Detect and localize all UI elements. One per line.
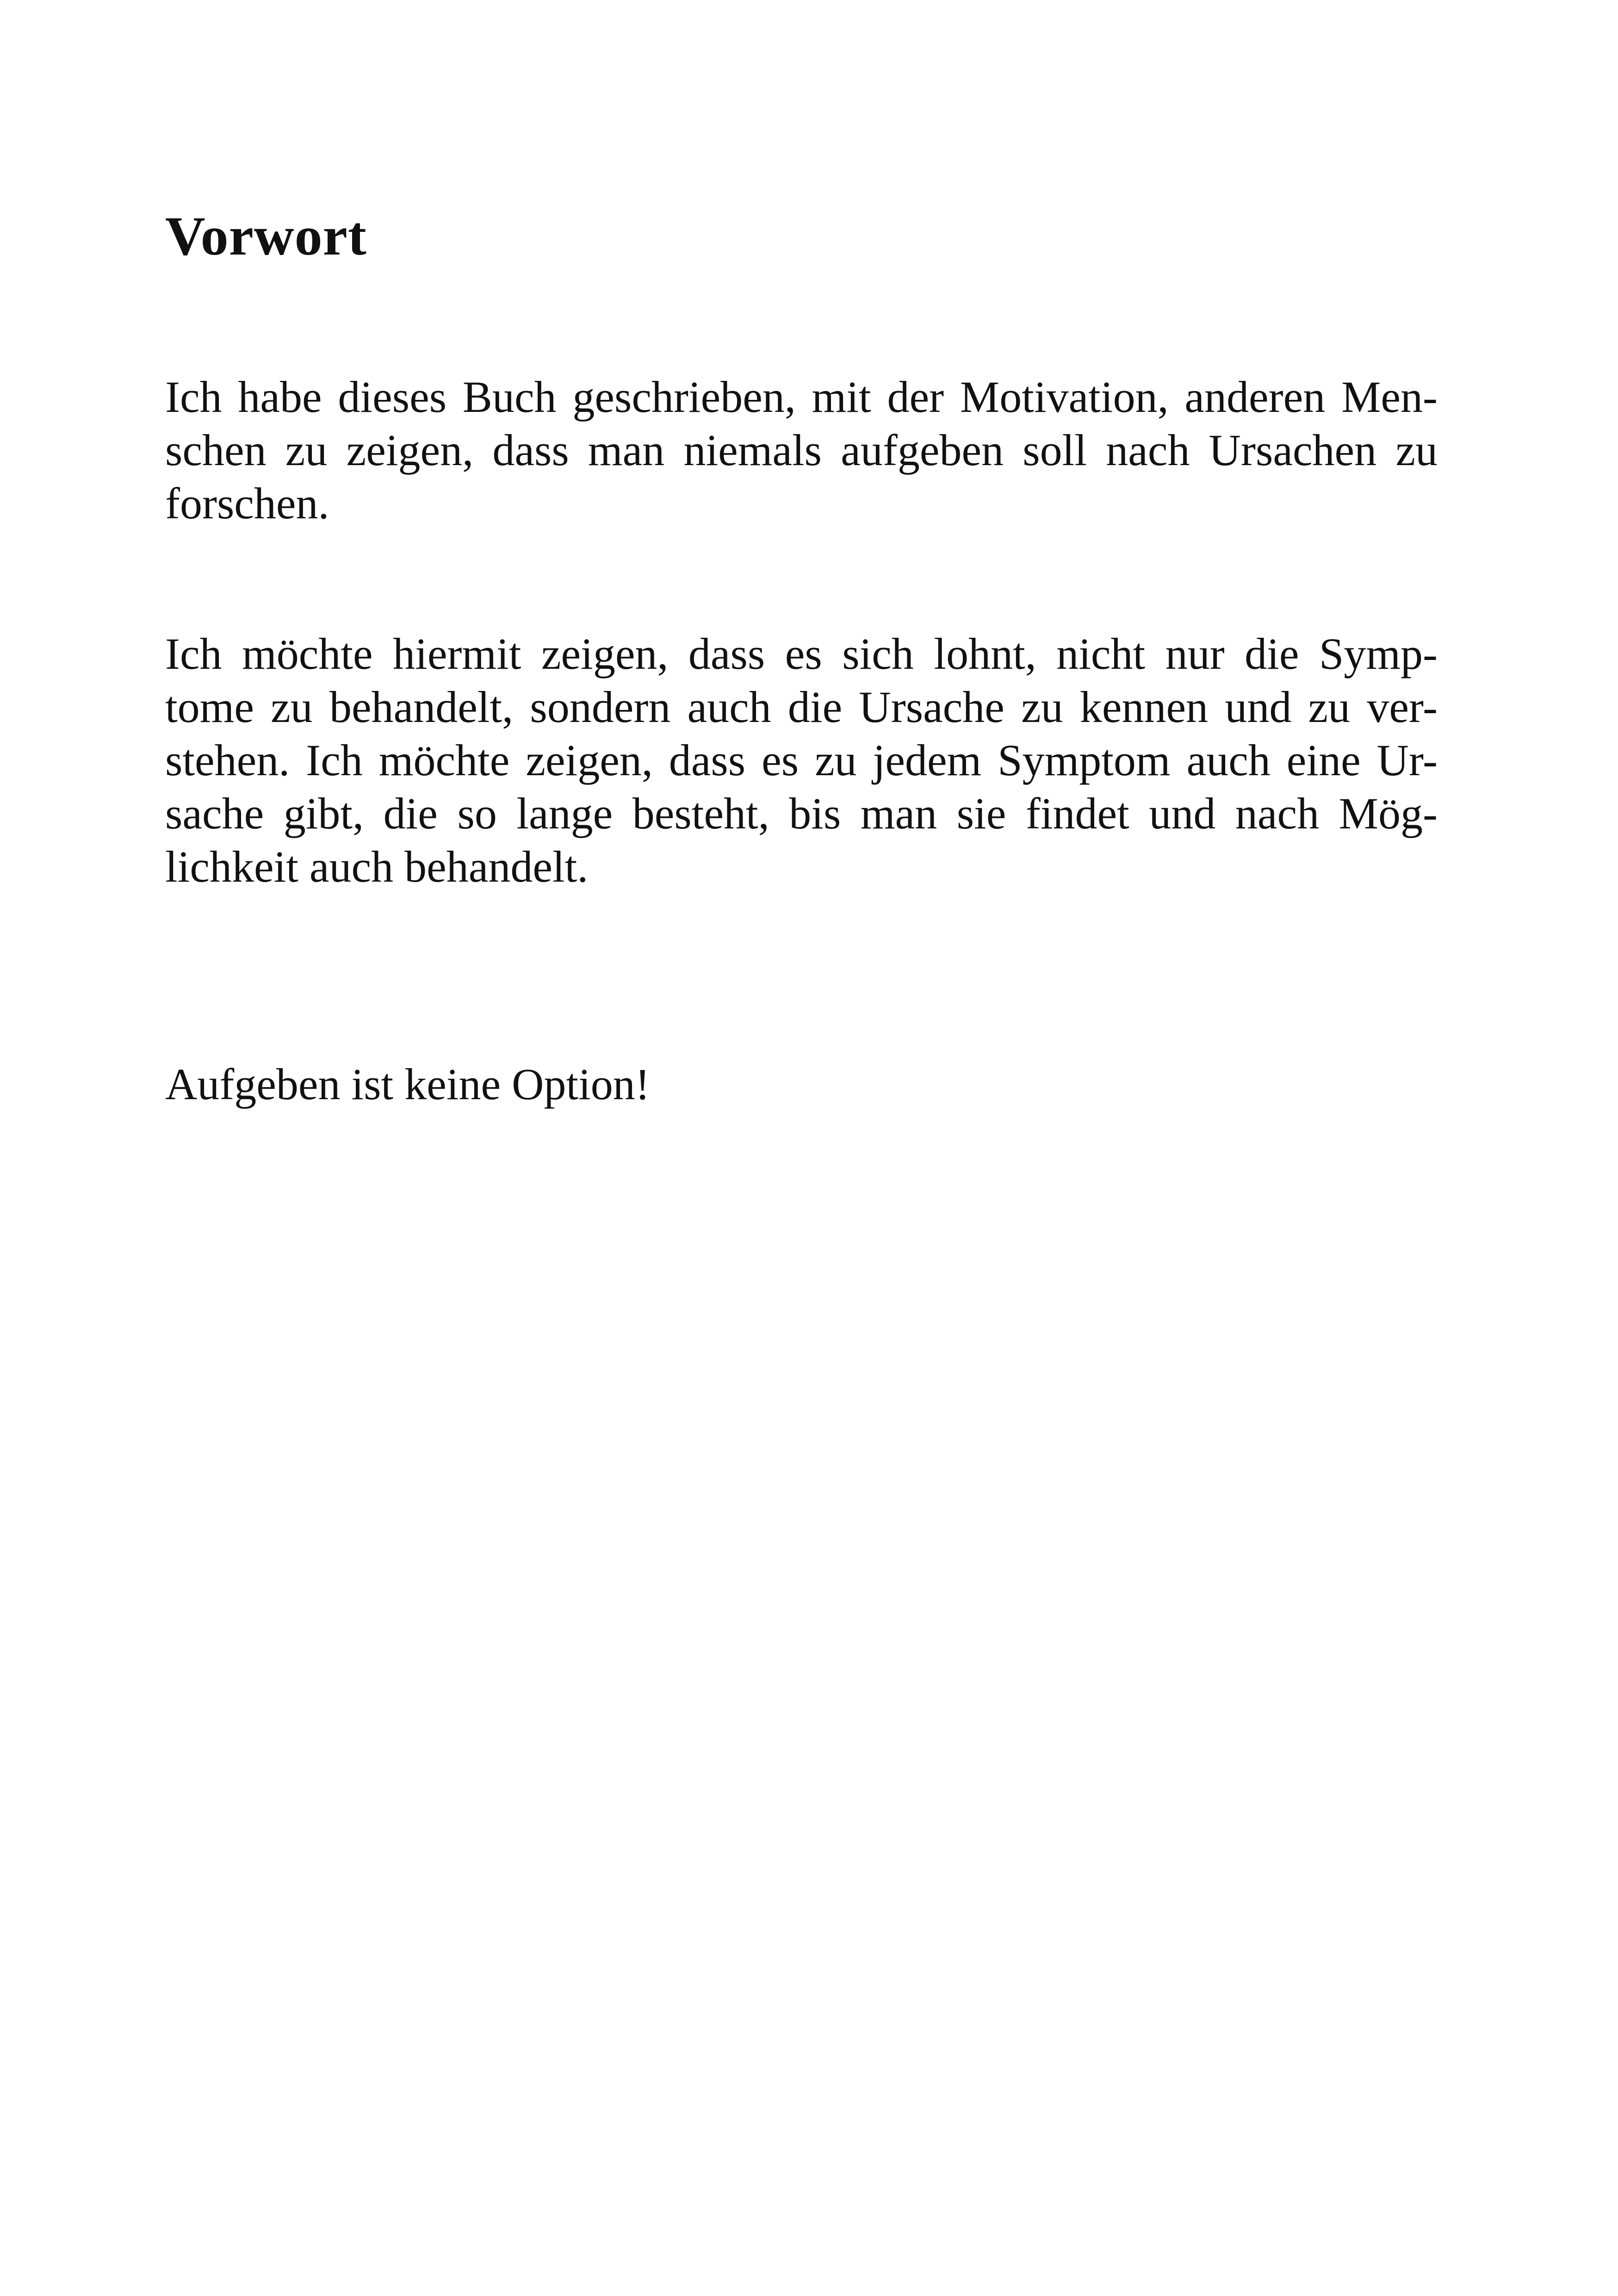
paragraph-line: Ich habe dieses Buch geschrieben, mit der Motivation, anderen Men- bbox=[165, 372, 1438, 422]
paragraph-motivation bbox=[165, 370, 1438, 530]
paragraph-line: Aufgeben ist keine Option! bbox=[165, 1059, 650, 1109]
page-title: Vorwort bbox=[165, 205, 367, 267]
paragraph-line: tome zu behandelt, sondern auch die Ursache zu kennen und zu ver- bbox=[165, 682, 1438, 732]
paragraph-line: Ich möchte hiermit zeigen, dass es sich lohnt, nicht nur die Symp- bbox=[165, 629, 1438, 678]
paragraph-line: lichkeit auch behandelt. bbox=[165, 842, 589, 891]
paragraph-line: forschen. bbox=[165, 479, 329, 528]
paragraph-closing bbox=[165, 1058, 1438, 1111]
paragraph-line: schen zu zeigen, dass man niemals aufgeben soll nach Ursachen zu bbox=[165, 425, 1438, 475]
paragraph-symptoms bbox=[165, 627, 1438, 893]
paragraph-line: stehen. Ich möchte zeigen, dass es zu jedem Symptom auch eine Ur- bbox=[165, 735, 1438, 785]
paragraph-line: sache gibt, die so lange besteht, bis man sie findet und nach Mög- bbox=[165, 789, 1438, 838]
